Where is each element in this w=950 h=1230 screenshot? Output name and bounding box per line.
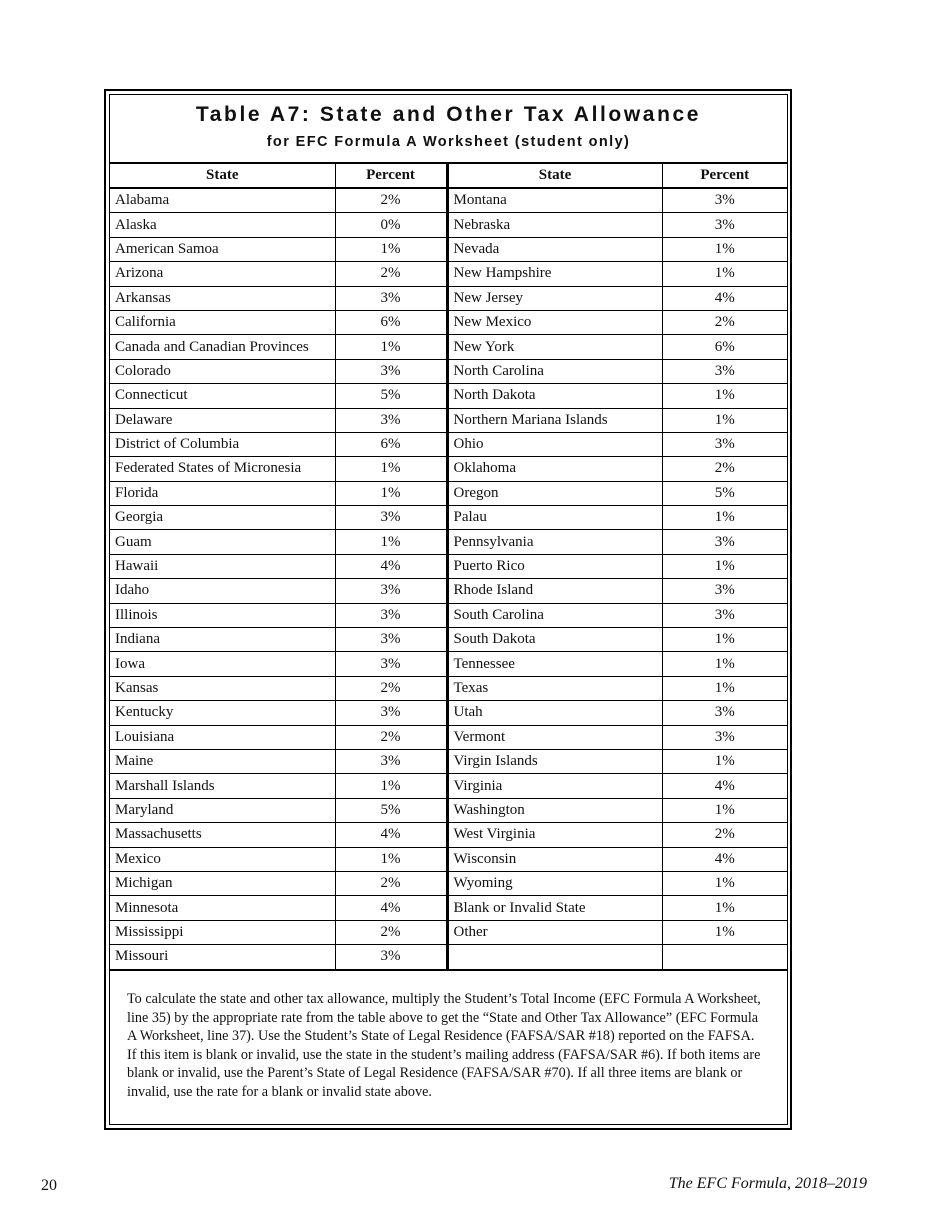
state-left-cell: Arizona bbox=[110, 262, 335, 286]
header-state-right: State bbox=[447, 163, 662, 188]
state-left-cell: Delaware bbox=[110, 408, 335, 432]
table-row bbox=[110, 774, 787, 798]
percent-left-cell: 3% bbox=[335, 628, 447, 652]
state-right-cell: Palau bbox=[447, 506, 662, 530]
instruction-note: To calculate the state and other tax allowance, multiply the Student’s Total Income (EFC Formula A Worksheet, line 35) by the appropriate rate from the table above to get the “State and Other Tax Allowance” (EFC Formula A Worksheet, line 37). Use the Student’s State of Legal Residence (FAFSA/SAR #18) reported on the FAFSA. If this item is blank or invalid, use the state in the student’s mailing address (FAFSA/SAR #6). If both items are blank or invalid, use the Parent’s State of Legal Residence (FAFSA/SAR #70). If all three items are blank or invalid, use the rate for a blank or invalid state above. bbox=[127, 991, 761, 1100]
table-row bbox=[110, 749, 787, 773]
table-row bbox=[110, 652, 787, 676]
table-row bbox=[110, 725, 787, 749]
state-left-cell: Alaska bbox=[110, 213, 335, 237]
state-left-cell: Canada and Canadian Provinces bbox=[110, 335, 335, 359]
state-right-cell: Vermont bbox=[447, 725, 662, 749]
percent-left-cell: 3% bbox=[335, 408, 447, 432]
percent-left-cell: 1% bbox=[335, 457, 447, 481]
state-right-cell: Utah bbox=[447, 701, 662, 725]
table-row bbox=[110, 896, 787, 920]
state-left-cell: Alabama bbox=[110, 188, 335, 213]
percent-right-cell: 1% bbox=[662, 506, 787, 530]
percent-left-cell: 2% bbox=[335, 262, 447, 286]
state-right-cell: Virginia bbox=[447, 774, 662, 798]
state-right-cell: Tennessee bbox=[447, 652, 662, 676]
table-row bbox=[110, 384, 787, 408]
state-right-cell: Ohio bbox=[447, 432, 662, 456]
state-left-cell: Georgia bbox=[110, 506, 335, 530]
percent-left-cell: 5% bbox=[335, 798, 447, 822]
percent-right-cell: 1% bbox=[662, 628, 787, 652]
percent-right-cell: 4% bbox=[662, 774, 787, 798]
percent-left-cell: 0% bbox=[335, 213, 447, 237]
percent-left-cell: 1% bbox=[335, 847, 447, 871]
page-number: 20 bbox=[41, 1177, 57, 1194]
state-right-cell bbox=[447, 945, 662, 970]
table-row bbox=[110, 847, 787, 871]
state-left-cell: Kansas bbox=[110, 676, 335, 700]
percent-left-cell: 2% bbox=[335, 871, 447, 895]
percent-left-cell: 4% bbox=[335, 823, 447, 847]
percent-right-cell: 1% bbox=[662, 237, 787, 261]
header-state-left: State bbox=[110, 163, 335, 188]
table-row bbox=[110, 603, 787, 627]
state-left-cell: District of Columbia bbox=[110, 432, 335, 456]
table-title: Table A7: State and Other Tax Allowance bbox=[195, 103, 702, 126]
percent-left-cell: 3% bbox=[335, 579, 447, 603]
percent-left-cell: 2% bbox=[335, 920, 447, 944]
state-left-cell: Iowa bbox=[110, 652, 335, 676]
percent-left-cell: 1% bbox=[335, 774, 447, 798]
table-frame-inner bbox=[109, 94, 788, 1125]
table-row bbox=[110, 335, 787, 359]
percent-right-cell: 3% bbox=[662, 213, 787, 237]
table-row bbox=[110, 213, 787, 237]
percent-right-cell: 4% bbox=[662, 286, 787, 310]
percent-left-cell: 6% bbox=[335, 310, 447, 334]
state-right-cell: North Dakota bbox=[447, 384, 662, 408]
percent-right-cell bbox=[662, 945, 787, 970]
percent-right-cell: 1% bbox=[662, 652, 787, 676]
percent-right-cell: 3% bbox=[662, 579, 787, 603]
percent-right-cell: 3% bbox=[662, 530, 787, 554]
header-percent-right: Percent bbox=[662, 163, 787, 188]
table-row bbox=[110, 554, 787, 578]
percent-right-cell: 1% bbox=[662, 920, 787, 944]
table-header-row bbox=[110, 163, 787, 188]
table-row bbox=[110, 188, 787, 213]
state-right-cell: Other bbox=[447, 920, 662, 944]
state-right-cell: West Virginia bbox=[447, 823, 662, 847]
percent-right-cell: 3% bbox=[662, 725, 787, 749]
percent-left-cell: 6% bbox=[335, 432, 447, 456]
state-left-cell: Kentucky bbox=[110, 701, 335, 725]
percent-right-cell: 1% bbox=[662, 262, 787, 286]
state-left-cell: Maine bbox=[110, 749, 335, 773]
state-right-cell: New Jersey bbox=[447, 286, 662, 310]
state-right-cell: Wisconsin bbox=[447, 847, 662, 871]
percent-left-cell: 4% bbox=[335, 896, 447, 920]
state-right-cell: Nebraska bbox=[447, 213, 662, 237]
state-left-cell: Indiana bbox=[110, 628, 335, 652]
state-left-cell: California bbox=[110, 310, 335, 334]
state-right-cell: North Carolina bbox=[447, 359, 662, 383]
state-left-cell: Louisiana bbox=[110, 725, 335, 749]
state-left-cell: Mississippi bbox=[110, 920, 335, 944]
percent-right-cell: 2% bbox=[662, 310, 787, 334]
percent-left-cell: 3% bbox=[335, 286, 447, 310]
percent-right-cell: 2% bbox=[662, 823, 787, 847]
table-row bbox=[110, 920, 787, 944]
state-left-cell: Marshall Islands bbox=[110, 774, 335, 798]
percent-left-cell: 1% bbox=[335, 335, 447, 359]
tax-allowance-table bbox=[110, 162, 787, 971]
table-row bbox=[110, 237, 787, 261]
state-left-cell: Arkansas bbox=[110, 286, 335, 310]
percent-left-cell: 3% bbox=[335, 749, 447, 773]
percent-left-cell: 3% bbox=[335, 652, 447, 676]
state-left-cell: Hawaii bbox=[110, 554, 335, 578]
state-left-cell: Guam bbox=[110, 530, 335, 554]
state-right-cell: Puerto Rico bbox=[447, 554, 662, 578]
state-right-cell: South Dakota bbox=[447, 628, 662, 652]
state-left-cell: Connecticut bbox=[110, 384, 335, 408]
table-row bbox=[110, 823, 787, 847]
state-right-cell: Pennsylvania bbox=[447, 530, 662, 554]
percent-left-cell: 4% bbox=[335, 554, 447, 578]
state-left-cell: Idaho bbox=[110, 579, 335, 603]
state-right-cell: New York bbox=[447, 335, 662, 359]
percent-left-cell: 2% bbox=[335, 725, 447, 749]
table-row bbox=[110, 530, 787, 554]
table-row bbox=[110, 676, 787, 700]
percent-right-cell: 6% bbox=[662, 335, 787, 359]
state-left-cell: Missouri bbox=[110, 945, 335, 970]
table-row bbox=[110, 359, 787, 383]
state-left-cell: Florida bbox=[110, 481, 335, 505]
state-right-cell: Wyoming bbox=[447, 871, 662, 895]
table-row bbox=[110, 408, 787, 432]
percent-right-cell: 1% bbox=[662, 384, 787, 408]
percent-right-cell: 3% bbox=[662, 359, 787, 383]
percent-right-cell: 3% bbox=[662, 603, 787, 627]
state-left-cell: Mexico bbox=[110, 847, 335, 871]
table-row bbox=[110, 945, 787, 970]
table-subtitle: for EFC Formula A Worksheet (student only) bbox=[266, 134, 631, 150]
state-left-cell: Michigan bbox=[110, 871, 335, 895]
percent-right-cell: 1% bbox=[662, 676, 787, 700]
state-left-cell: Minnesota bbox=[110, 896, 335, 920]
table-row bbox=[110, 286, 787, 310]
state-right-cell: New Hampshire bbox=[447, 262, 662, 286]
state-right-cell: Blank or Invalid State bbox=[447, 896, 662, 920]
percent-right-cell: 3% bbox=[662, 701, 787, 725]
table-row bbox=[110, 871, 787, 895]
state-right-cell: Oklahoma bbox=[447, 457, 662, 481]
document-title: The EFC Formula, 2018–2019 bbox=[668, 1175, 867, 1192]
percent-left-cell: 2% bbox=[335, 676, 447, 700]
table-row bbox=[110, 432, 787, 456]
percent-right-cell: 2% bbox=[662, 457, 787, 481]
percent-right-cell: 3% bbox=[662, 432, 787, 456]
state-right-cell: Northern Mariana Islands bbox=[447, 408, 662, 432]
percent-left-cell: 1% bbox=[335, 481, 447, 505]
header-percent-left: Percent bbox=[335, 163, 447, 188]
state-right-cell: Oregon bbox=[447, 481, 662, 505]
table-row bbox=[110, 701, 787, 725]
percent-right-cell: 1% bbox=[662, 798, 787, 822]
percent-left-cell: 1% bbox=[335, 530, 447, 554]
table-row bbox=[110, 262, 787, 286]
state-left-cell: Maryland bbox=[110, 798, 335, 822]
state-right-cell: South Carolina bbox=[447, 603, 662, 627]
state-right-cell: Virgin Islands bbox=[447, 749, 662, 773]
percent-right-cell: 4% bbox=[662, 847, 787, 871]
percent-left-cell: 3% bbox=[335, 701, 447, 725]
percent-right-cell: 3% bbox=[662, 188, 787, 213]
state-right-cell: Rhode Island bbox=[447, 579, 662, 603]
table-row bbox=[110, 481, 787, 505]
table-row bbox=[110, 310, 787, 334]
table-row bbox=[110, 579, 787, 603]
table-row bbox=[110, 457, 787, 481]
state-left-cell: American Samoa bbox=[110, 237, 335, 261]
state-left-cell: Massachusetts bbox=[110, 823, 335, 847]
table-row bbox=[110, 628, 787, 652]
state-right-cell: Texas bbox=[447, 676, 662, 700]
percent-right-cell: 1% bbox=[662, 749, 787, 773]
percent-left-cell: 3% bbox=[335, 603, 447, 627]
percent-right-cell: 1% bbox=[662, 896, 787, 920]
percent-left-cell: 3% bbox=[335, 359, 447, 383]
percent-right-cell: 1% bbox=[662, 871, 787, 895]
percent-left-cell: 3% bbox=[335, 506, 447, 530]
state-right-cell: Montana bbox=[447, 188, 662, 213]
table-row bbox=[110, 798, 787, 822]
percent-right-cell: 5% bbox=[662, 481, 787, 505]
state-right-cell: New Mexico bbox=[447, 310, 662, 334]
percent-left-cell: 5% bbox=[335, 384, 447, 408]
state-left-cell: Federated States of Micronesia bbox=[110, 457, 335, 481]
percent-left-cell: 1% bbox=[335, 237, 447, 261]
table-frame bbox=[104, 89, 792, 1130]
percent-left-cell: 2% bbox=[335, 188, 447, 213]
percent-left-cell: 3% bbox=[335, 945, 447, 970]
percent-right-cell: 1% bbox=[662, 408, 787, 432]
state-left-cell: Colorado bbox=[110, 359, 335, 383]
state-right-cell: Nevada bbox=[447, 237, 662, 261]
table-row bbox=[110, 506, 787, 530]
percent-right-cell: 1% bbox=[662, 554, 787, 578]
state-left-cell: Illinois bbox=[110, 603, 335, 627]
state-right-cell: Washington bbox=[447, 798, 662, 822]
